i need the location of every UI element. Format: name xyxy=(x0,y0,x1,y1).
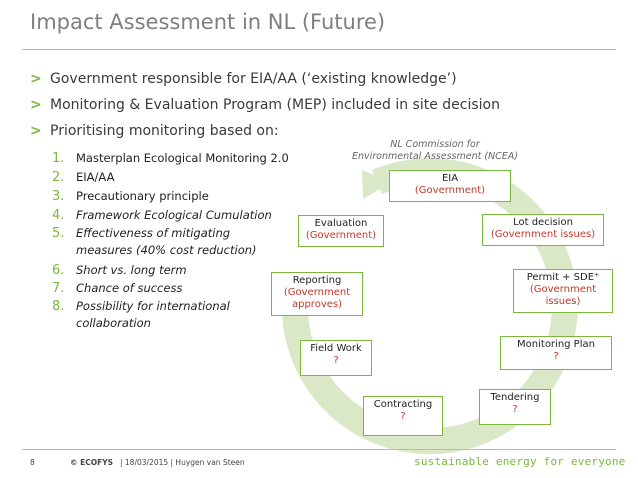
item-number: 4. xyxy=(52,208,65,223)
item-text: Chance of success xyxy=(76,281,183,295)
step-note: (Government issues) xyxy=(490,229,596,240)
bullet-text: Monitoring & Evaluation Program (MEP) included in site decision xyxy=(50,97,500,113)
item-number: 8. xyxy=(52,299,65,314)
step-label: Permit + SDE⁺ xyxy=(526,272,600,283)
step-reporting xyxy=(271,272,363,316)
bullet-text: Government responsible for EIA/AA (‘existing knowledge’) xyxy=(50,71,457,87)
step-lot-decision xyxy=(482,214,604,246)
step-eia xyxy=(389,170,511,202)
step-field-work xyxy=(300,340,372,376)
step-note: ? xyxy=(400,411,406,422)
item-text: Framework Ecological Cumulation xyxy=(76,208,272,222)
item-text-continued: measures (40% cost reduction) xyxy=(76,243,257,257)
company-name: © ECOFYS xyxy=(70,458,114,467)
step-permit xyxy=(513,269,613,313)
company-slogan: sustainable energy for everyone xyxy=(414,455,626,468)
bullet-marker: > xyxy=(30,71,42,87)
step-tendering xyxy=(479,389,551,425)
step-note: ? xyxy=(333,355,339,366)
step-label: Reporting xyxy=(292,275,342,286)
step-contracting xyxy=(363,396,443,436)
step-note: (Government) xyxy=(414,185,486,196)
item-text: EIA/AA xyxy=(76,170,115,184)
step-label: Lot decision xyxy=(513,217,573,228)
item-number: 1. xyxy=(52,151,65,166)
item-text: Masterplan Ecological Monitoring 2.0 xyxy=(76,151,289,165)
item-text: Precautionary principle xyxy=(76,189,209,203)
bullet-text: Prioritising monitoring based on: xyxy=(50,123,279,139)
step-note: (Government) xyxy=(305,230,377,241)
item-number: 2. xyxy=(52,170,65,185)
bullet-marker: > xyxy=(30,123,42,139)
step-note: ? xyxy=(553,351,559,362)
footer-divider xyxy=(22,449,616,450)
step-label: Monitoring Plan xyxy=(517,339,595,350)
ncea-caption xyxy=(335,139,535,163)
step-note: (Government issues) xyxy=(529,284,597,307)
step-label: Contracting xyxy=(373,399,433,410)
step-label: Field Work xyxy=(310,343,362,354)
step-monitoring-plan xyxy=(500,336,612,370)
step-label: Tendering xyxy=(490,392,540,403)
step-label: Evaluation xyxy=(314,218,368,229)
item-text: Short vs. long term xyxy=(76,263,187,277)
page-title: Impact Assessment in NL (Future) xyxy=(30,10,386,34)
item-number: 5. xyxy=(52,226,65,241)
step-label: EIA xyxy=(441,173,459,184)
bullet-marker: > xyxy=(30,97,42,113)
step-evaluation xyxy=(298,215,384,247)
item-number: 3. xyxy=(52,189,65,204)
item-text: Effectiveness of mitigating xyxy=(76,226,231,240)
footer-meta: | 18/03/2015 | Huygen van Steen xyxy=(120,458,245,467)
item-number: 7. xyxy=(52,281,65,296)
caption-line-2: Environmental Assessment (NCEA) xyxy=(351,151,518,162)
item-number: 6. xyxy=(52,263,65,278)
step-note: ? xyxy=(512,404,518,415)
caption-line-1: NL Commission for xyxy=(390,139,480,150)
page-number: 8 xyxy=(30,458,35,467)
item-text-continued: collaboration xyxy=(76,316,151,330)
step-note: (Government approves) xyxy=(283,287,351,310)
item-text: Possibility for international xyxy=(76,299,230,313)
